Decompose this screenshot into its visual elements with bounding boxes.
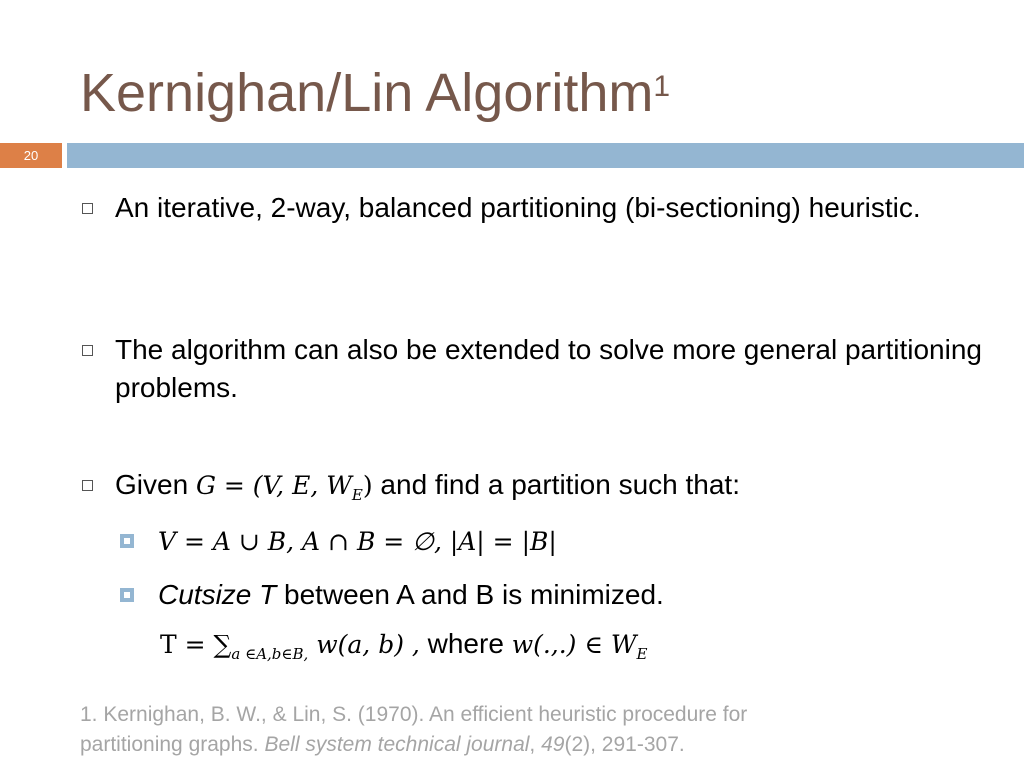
journal-name: Bell system technical journal <box>264 733 530 756</box>
filled-square-bullet-icon <box>120 534 134 548</box>
bullet-text: An iterative, 2-way, balanced partitioning (bi-sectioning) heuristic. <box>115 192 921 223</box>
slide-title <box>80 62 670 124</box>
bullet-suffix: and find a partition such that: <box>380 469 740 500</box>
bullet-item-3 <box>115 466 995 514</box>
formula-lhs: T = ∑ <box>160 630 232 659</box>
footnote-line-2: partitioning graphs. Bell system technical journal, 49(2), 291-307. <box>80 733 685 756</box>
journal-volume: 49 <box>541 733 565 756</box>
bullet-item-2 <box>115 331 1005 407</box>
filled-square-bullet-icon <box>120 588 134 602</box>
footnote-line-1: 1. Kernighan, B. W., & Lin, S. (1970). An efficient heuristic procedure for <box>80 703 748 726</box>
hollow-square-bullet-icon <box>82 345 93 356</box>
cutsize-term: Cutsize T <box>158 579 277 610</box>
bullet-prefix: Given <box>115 469 189 500</box>
formula-term: w(a, b) , <box>316 630 420 659</box>
cutsize-formula <box>160 627 980 671</box>
page-number-badge: 20 <box>0 143 62 168</box>
sub-bullet-item-2 <box>158 578 978 612</box>
title-footnote-marker: 1 <box>653 70 671 103</box>
title-text: Kernighan/Lin Algorithm <box>80 63 654 123</box>
formula-sum-subscript: a ∈A,b∈B, <box>231 645 309 663</box>
bullet-text: The algorithm can also be extended to solve more general partitioning problems. <box>115 334 982 403</box>
footnote-reference <box>80 700 980 760</box>
graph-definition-math: G = (V, E, $W_E$) <box>195 471 373 504</box>
hollow-square-bullet-icon <box>82 480 93 491</box>
sub-bullet-item-1 <box>158 524 958 559</box>
formula-where: where <box>427 628 504 659</box>
formula-weight: w(.,.) ∈ W <box>511 630 637 659</box>
formula-weight-subscript: E <box>636 645 648 663</box>
sub-bullet-text: between A and B is minimized. <box>284 579 664 610</box>
partition-constraint-math: V = A ∪ B, A ∩ B = ∅, |A| = |B| <box>158 527 557 556</box>
bullet-item-1 <box>115 189 995 227</box>
hollow-square-bullet-icon <box>82 203 93 214</box>
title-accent-bar <box>67 143 1024 168</box>
